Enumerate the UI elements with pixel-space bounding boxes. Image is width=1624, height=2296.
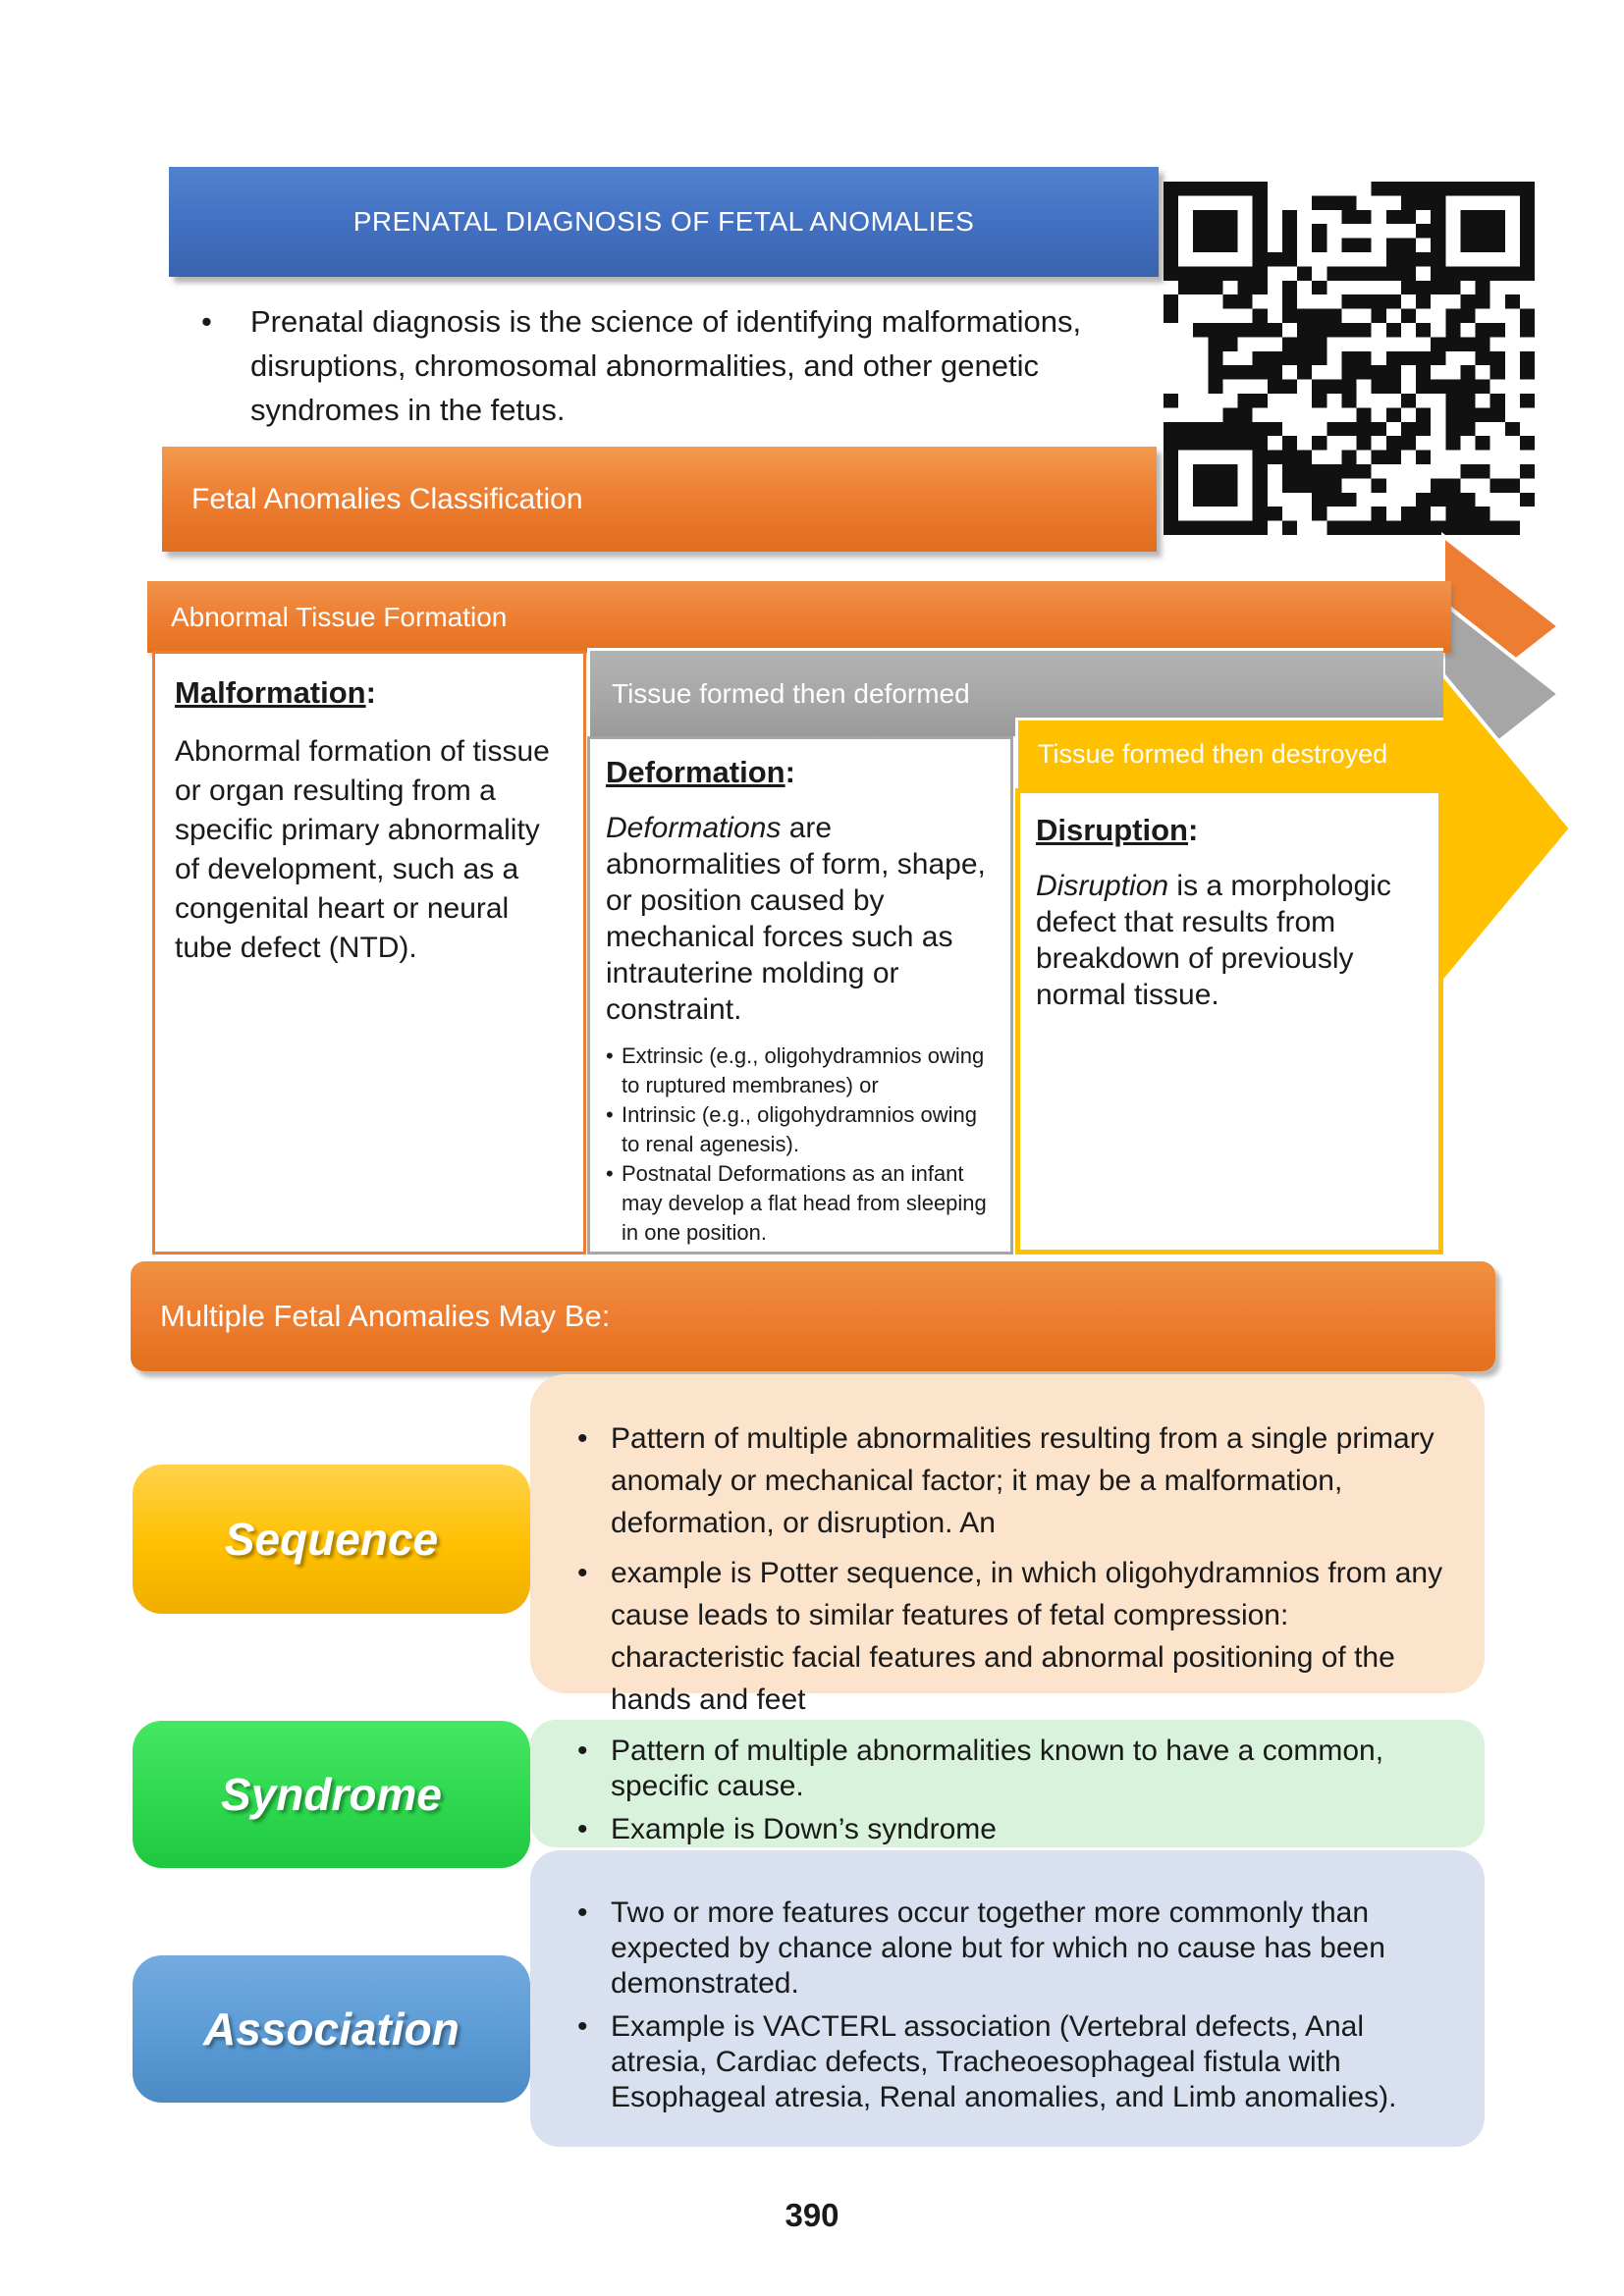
intro-paragraph [201,299,1144,432]
disruption-definition-box [1015,788,1443,1255]
classification-banner [162,447,1157,552]
list-item: • Pattern of multiple abnormalities resulting from a single primary anomaly or mechanical factor; it may be a malformation, deformation, or disruption. An [577,1417,1445,1544]
term-colon: : [785,755,795,789]
term-colon: : [365,675,376,710]
syndrome-label: Syndrome [133,1721,530,1868]
term-deformation: Deformation [606,755,785,789]
list-item: • example is Potter sequence, in which oligohydramnios from any cause leads to similar features of fetal compression: characteristic facial features and abnormal positioning of the hands and feet [577,1552,1445,1721]
bullet-icon: • [577,1813,588,1845]
list-item: • Two or more features occur together more commonly than expected by chance alone but for which no cause has been demonstrated. [577,1896,1385,2000]
page-title-bar [169,167,1159,277]
section-banner-label: Tissue formed then destroyed [1038,739,1388,769]
deformation-definition-box [587,736,1013,1255]
bullet-icon: • [577,2010,588,2043]
list-item: • Intrinsic (e.g., oligohydramnios owing to renal agenesis). [606,1100,999,1159]
bullet-icon: • [577,1896,588,1929]
intro-text: Prenatal diagnosis is the science of identifying malformations, disruptions, chromosomal abnormalities, and other genetic syndromes in the fetus. [250,304,1082,427]
association-label: Association [133,1955,530,2103]
section-banner-label: Abnormal Tissue Formation [171,601,508,632]
section-banner-abnormal-tissue-formation [147,581,1451,653]
sequence-label: Sequence [133,1465,530,1614]
bullet-icon: • [577,1735,588,1767]
term-malformation: Malformation [175,675,366,710]
list-item: • Postnatal Deformations as an infant may develop a flat head from sleeping in one position. [606,1159,999,1248]
list-item: • Example is VACTERL association (Vertebral defects, Anal atresia, Cardiac defects, Tracheoesophageal fistula with Esophageal atresia, Renal anomalies, and Limb anomalies). [577,2010,1397,2113]
multiple-anomalies-banner [131,1261,1495,1371]
bullet-icon: • [606,1043,614,1068]
disruption-definition: Disruption is a morphologic defect that results from breakdown of previously normal tissue. [1036,870,1391,1011]
list-item: • Pattern of multiple abnormalities known to have a common, specific cause. [577,1735,1384,1802]
section-banner-label: Tissue formed then deformed [612,677,970,709]
malformation-definition: Abnormal formation of tissue or organ resulting from a specific primary abnormality of development, such as a congenital heart or neural tube defect (NTD). [175,735,550,964]
sequence-panel [530,1374,1485,1716]
classification-banner-label: Fetal Anomalies Classification [191,482,583,515]
list-item: • Extrinsic (e.g., oligohydramnios owing to ruptured membranes) or [606,1041,999,1100]
malformation-definition-box [152,651,586,1255]
bullet-icon: • [606,1102,614,1127]
qr-code [1164,182,1535,535]
bullet-icon: • [201,304,212,339]
section-banner-tissue-destroyed [1015,718,1443,788]
page-number: 390 [785,2197,839,2233]
page-title: PRENATAL DIAGNOSIS OF FETAL ANOMALIES [352,206,975,237]
deformation-definition: Deformations are abnormalities of form, shape, or position caused by mechanical forces such as intrauterine molding or constraint. [606,812,986,1026]
term-colon: : [1188,813,1199,847]
bullet-icon: • [606,1161,614,1186]
multiple-anomalies-banner-label: Multiple Fetal Anomalies May Be: [160,1299,611,1333]
term-disruption: Disruption [1036,813,1188,847]
association-panel [530,1850,1485,2147]
deformation-bullet-list [606,1041,999,1248]
syndrome-panel [530,1720,1485,1847]
bullet-icon: • [577,1422,588,1455]
bullet-icon: • [577,1557,588,1589]
list-item: • Example is Down’s syndrome [577,1813,997,1845]
